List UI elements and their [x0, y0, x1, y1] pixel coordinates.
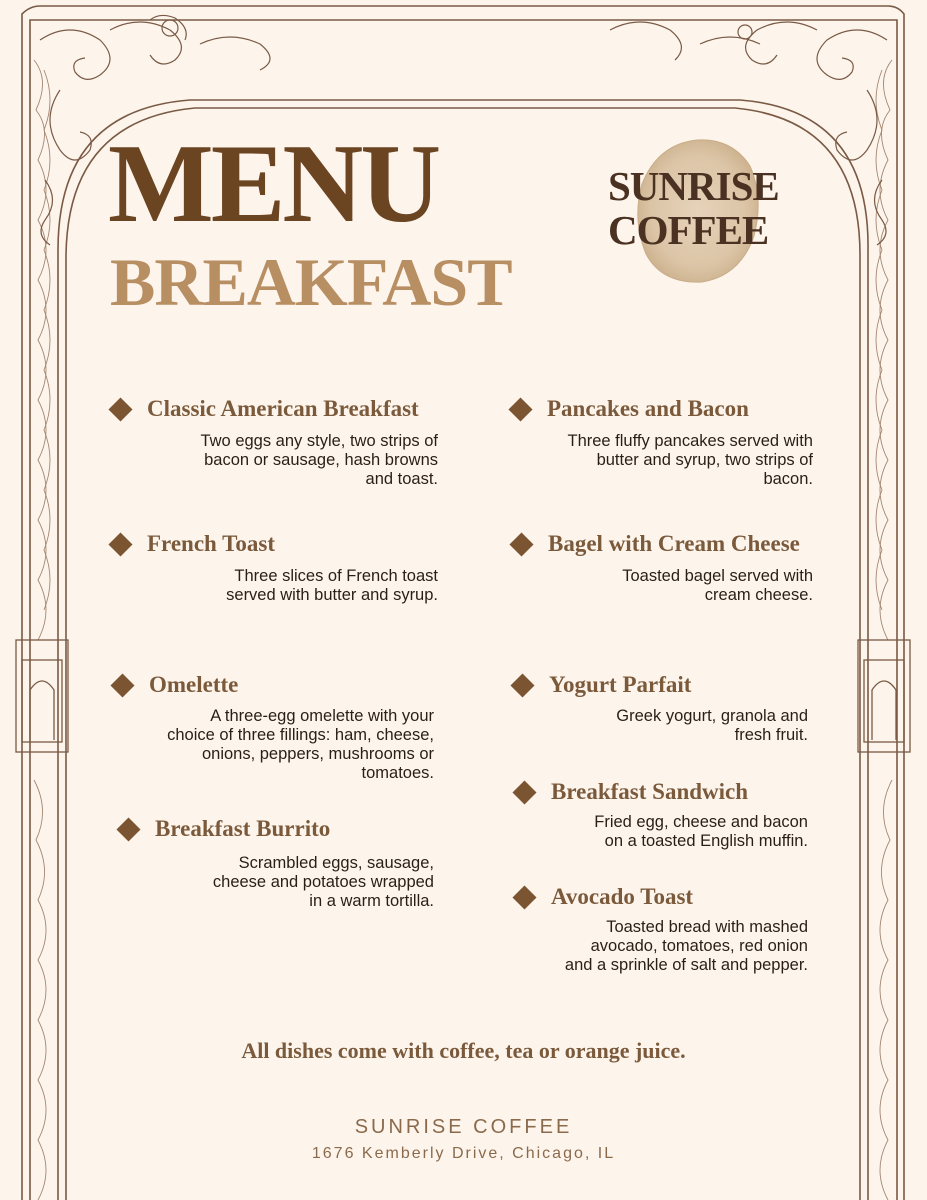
menu-item-name: Avocado Toast — [551, 884, 694, 909]
menu-item-description: Three fluffy pancakes served with butter and syrup, two strips of bacon. — [567, 432, 813, 488]
footer-note: All dishes come with coffee, tea or orange juice. — [241, 1038, 686, 1063]
menu-item — [120, 816, 330, 842]
logo-line-2: COFFEE — [608, 207, 769, 253]
menu-item-name: Classic American Breakfast — [147, 396, 419, 421]
menu-item — [114, 672, 238, 698]
diamond-bullet-icon — [108, 397, 132, 421]
sunrise-coffee-logo — [600, 136, 800, 286]
menu-item-description: Scrambled eggs, sausage, cheese and potatoes wrapped in a warm tortilla. — [212, 854, 434, 910]
diamond-bullet-icon — [509, 532, 533, 556]
menu-item — [512, 396, 749, 422]
menu-item — [112, 396, 419, 422]
menu-item — [516, 779, 748, 805]
menu-item — [112, 531, 275, 557]
menu-item-description: Two eggs any style, two strips of bacon or sausage, hash browns and toast. — [200, 432, 438, 488]
menu-item — [513, 531, 800, 557]
menu-item-description: Fried egg, cheese and bacon on a toasted English muffin. — [594, 813, 808, 850]
diamond-bullet-icon — [508, 397, 532, 421]
footer-brand: SUNRISE COFFEE — [354, 1116, 573, 1138]
menu-item-name: Bagel with Cream Cheese — [548, 531, 800, 556]
menu-item-description: Toasted bread with mashed avocado, tomatoes, red onion and a sprinkle of salt and pepper. — [564, 918, 808, 974]
menu-item-name: Breakfast Burrito — [155, 816, 331, 841]
menu-item-name: Omelette — [149, 672, 239, 697]
menu-item-name: Breakfast Sandwich — [551, 779, 749, 804]
menu-item-description: A three-egg omelette with your choice of three fillings: ham, cheese, onions, peppers, mushrooms or tomatoes. — [167, 707, 434, 782]
menu-title: MENU — [108, 122, 439, 246]
diamond-bullet-icon — [512, 780, 536, 804]
footer-address: 1676 Kemberly Drive, Chicago, IL — [311, 1145, 616, 1162]
diamond-bullet-icon — [510, 673, 534, 697]
logo-line-1: SUNRISE — [608, 163, 779, 209]
diamond-bullet-icon — [110, 673, 134, 697]
menu-item-description: Toasted bagel served with cream cheese. — [622, 567, 813, 604]
menu-item-name: Pancakes and Bacon — [547, 396, 749, 421]
diamond-bullet-icon — [512, 885, 536, 909]
menu-item-name: French Toast — [147, 531, 276, 556]
menu-subtitle: BREAKFAST — [110, 244, 512, 320]
menu-item — [514, 672, 691, 698]
menu-item-description: Greek yogurt, granola and fresh fruit. — [616, 707, 808, 744]
diamond-bullet-icon — [116, 817, 140, 841]
menu-item-name: Yogurt Parfait — [549, 672, 692, 697]
menu-item-description: Three slices of French toast served with butter and syrup. — [226, 567, 438, 604]
diamond-bullet-icon — [108, 532, 132, 556]
menu-item — [516, 884, 693, 910]
